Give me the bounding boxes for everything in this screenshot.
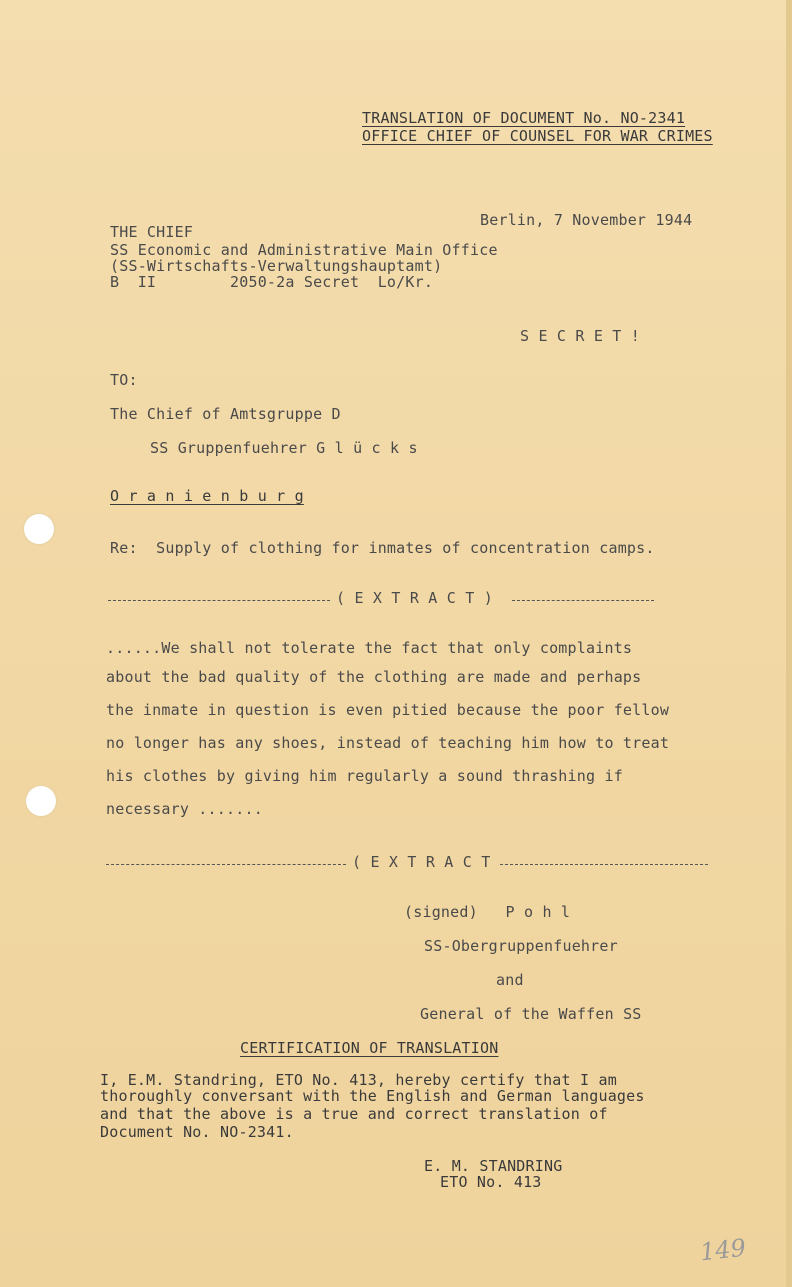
- header-line-2: OFFICE CHIEF OF COUNSEL FOR WAR CRIMES: [362, 127, 713, 145]
- translator-eto: ETO No. 413: [440, 1173, 542, 1191]
- header-line-1: TRANSLATION OF DOCUMENT No. NO-2341: [362, 109, 686, 127]
- translator-name: E. M. STANDRING: [424, 1157, 563, 1175]
- signature-rank: SS-Obergruppenfuehrer: [424, 937, 618, 955]
- divider-left-2: [106, 864, 346, 865]
- sender-line-1: THE CHIEF: [110, 223, 194, 241]
- divider-right-1: [512, 600, 654, 601]
- body-line-6: necessary .......: [106, 800, 263, 818]
- place-date: Berlin, 7 November 1944: [480, 211, 693, 229]
- sender-line-2: SS Economic and Administrative Main Office: [110, 241, 498, 259]
- sender-line-4: B II 2050-2a Secret Lo/Kr.: [110, 273, 434, 291]
- body-line-5: his clothes by giving him regularly a sound thrashing if: [106, 767, 623, 785]
- page-number: 149: [698, 1233, 748, 1267]
- certification-heading: CERTIFICATION OF TRANSLATION: [240, 1039, 499, 1057]
- recipient-line-2: SS Gruppenfuehrer G l ü c k s: [150, 439, 418, 457]
- certification-line-4: Document No. NO-2341.: [100, 1123, 294, 1141]
- recipient-line-1: The Chief of Amtsgruppe D: [110, 405, 341, 423]
- body-line-4: no longer has any shoes, instead of teaching him how to treat: [106, 734, 670, 752]
- body-line-2: about the bad quality of the clothing are made and perhaps: [106, 668, 642, 686]
- page-edge: [786, 0, 792, 1287]
- signature-signed: (signed) P o h l: [404, 903, 571, 921]
- punch-hole-upper: [24, 514, 54, 544]
- punch-hole-lower: [26, 786, 56, 816]
- subject-line: Re: Supply of clothing for inmates of concentration camps.: [110, 539, 655, 557]
- body-line-1: ......We shall not tolerate the fact that only complaints: [106, 639, 633, 657]
- recipient-location: O r a n i e n b u r g: [110, 487, 304, 505]
- signature-title: General of the Waffen SS: [420, 1005, 642, 1023]
- to-label: TO:: [110, 371, 138, 389]
- sender-line-3: (SS-Wirtschafts-Verwaltungshauptamt): [110, 257, 443, 275]
- divider-right-2: [500, 864, 708, 865]
- classification: S E C R E T !: [520, 327, 640, 345]
- certification-line-2: thoroughly conversant with the English and German languages: [100, 1087, 645, 1105]
- extract-label-1: ( E X T R A C T ): [336, 589, 493, 607]
- certification-line-3: and that the above is a true and correct translation of: [100, 1105, 608, 1123]
- divider-left-1: [108, 600, 330, 601]
- signature-and: and: [496, 971, 524, 989]
- body-line-3: the inmate in question is even pitied because the poor fellow: [106, 701, 670, 719]
- certification-line-1: I, E.M. Standring, ETO No. 413, hereby certify that I am: [100, 1071, 617, 1089]
- extract-label-2: ( E X T R A C T: [352, 853, 491, 871]
